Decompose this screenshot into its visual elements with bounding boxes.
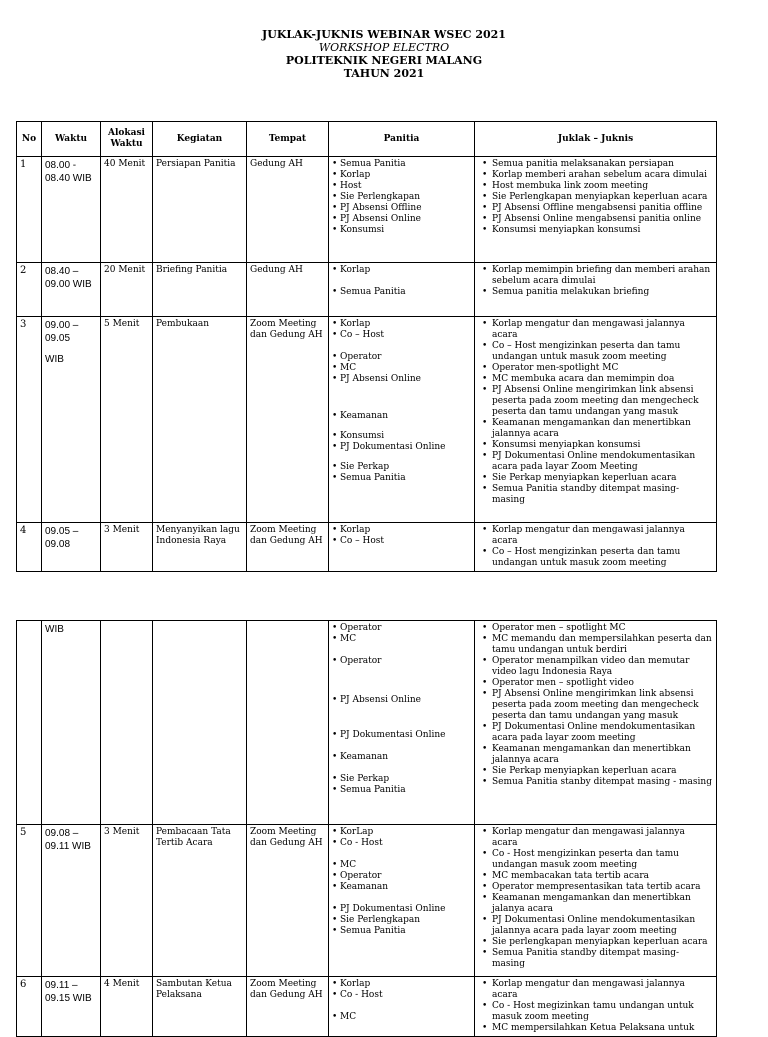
table-row [17,523,717,572]
row-kegiatan: Sambutan Ketua Pelaksana [153,977,247,1037]
col-header-juklak: Juklak – Juknis [475,122,717,157]
juklak-item: • Co – Host mengizinkan peserta dan tamu undangan untuk masuk zoom meeting [478,547,713,569]
row-alokasi: 3 Menit [101,523,153,572]
juklak-item: • Sie Perkap menyiapkan keperluan acara [478,473,713,484]
row-alokasi [101,621,153,825]
panitia-item: • Semua Panitia [332,287,471,298]
juklak-item: • Semua panitia melakukan briefing [478,287,713,298]
table-row [17,157,717,263]
panitia-item: • MC [332,634,471,645]
panitia-item: • Korlap [332,265,471,276]
row-waktu: WIB [42,621,101,825]
juklak-item: • PJ Dokumentasi Online mendokumentasikan acara pada layar zoom meeting [478,722,713,744]
panitia-item: • MC [332,363,471,374]
panitia-item: • Semua Panitia [332,926,471,937]
row-kegiatan: Pembukaan [153,317,247,523]
juklak-item: • Sie Perlengkapan menyiapkan keperluan acara [478,192,713,203]
juklak-item: • Korlap mengatur dan mengawasi jalannya acara [478,319,713,341]
juklak-item: • MC mempersilahkan Ketua Pelaksana untuk [478,1023,713,1034]
juklak-item: • Host membuka link zoom meeting [478,181,713,192]
juklak-item: • PJ Absensi Online mengirimkan link absensi peserta pada zoom meeting dan mengecheck peserta dan tamu undangan yang masuk [478,385,713,418]
col-header-waktu: Waktu [42,122,101,157]
panitia-item: • MC [332,860,471,871]
panitia-item: • Sie Perkap [332,462,471,473]
juklak-item: • Keamanan mengamankan dan menertibkan jalannya acara [478,744,713,766]
document-year: TAHUN 2021 [343,67,425,80]
row-waktu: 08.40 – 09.00 WIB [42,263,101,317]
table-row [17,621,717,825]
document-subtitle: WORKSHOP ELECTRO [318,41,450,54]
panitia-item: • PJ Dokumentasi Online [332,442,471,453]
panitia-item: • Co – Host [332,536,471,547]
juklak-item: • Konsumsi menyiapkan konsumsi [478,440,713,451]
row-tempat [247,621,329,825]
row-panitia [329,825,475,977]
panitia-item: • Korlap [332,979,471,990]
juklak-item: • Semua Panitia stanby ditempat masing - masing [478,777,713,788]
col-header-tempat: Tempat [247,122,329,157]
panitia-item: • Semua Panitia [332,159,471,170]
juklak-item: • Operator men – spotlight MC [478,623,713,634]
panitia-item: • Keamanan [332,411,471,422]
panitia-item: • PJ Dokumentasi Online [332,730,471,741]
juklak-item: • PJ Absensi Online mengirimkan link absensi peserta pada zoom meeting dan mengecheck peserta dan tamu undangan yang masuk [478,689,713,722]
panitia-item: • Co – Host [332,330,471,341]
table-row [17,317,717,523]
document-header [0,28,768,80]
row-panitia [329,317,475,523]
row-tempat: Zoom Meeting dan Gedung AH [247,825,329,977]
panitia-item: • PJ Absensi Online [332,695,471,706]
juklak-item: • MC memandu dan mempersilahkan peserta dan tamu undangan untuk berdiri [478,634,713,656]
panitia-item: • Korlap [332,170,471,181]
panitia-item: • Korlap [332,319,471,330]
panitia-item: • Sie Perkap [332,774,471,785]
panitia-item: • Konsumsi [332,225,471,236]
waktu-range: 09.00 – 09.05 [45,320,79,344]
col-header-kegiatan: Kegiatan [153,122,247,157]
waktu-zone: WIB [45,354,64,365]
juklak-item: • Korlap mengatur dan mengawasi jalannya acara [478,525,713,547]
panitia-item: • PJ Dokumentasi Online [332,904,471,915]
row-panitia [329,523,475,572]
row-juklak [475,263,717,317]
panitia-item: • Sie Perlengkapan [332,915,471,926]
row-alokasi: 3 Menit [101,825,153,977]
juklak-item: • Semua panitia melaksanakan persiapan [478,159,713,170]
row-tempat: Zoom Meeting dan Gedung AH [247,523,329,572]
row-panitia [329,157,475,263]
row-juklak [475,825,717,977]
table-row [17,263,717,317]
row-juklak [475,621,717,825]
row-alokasi: 5 Menit [101,317,153,523]
juklak-item: • Korlap memberi arahan sebelum acara dimulai [478,170,713,181]
panitia-item: • MC [332,1012,471,1023]
panitia-item: • PJ Absensi Offline [332,203,471,214]
row-waktu: 09.05 – 09.08 [42,523,101,572]
panitia-item: • Sie Perlengkapan [332,192,471,203]
row-panitia [329,263,475,317]
juklak-item: • Operator menampilkan video dan memutar video lagu Indonesia Raya [478,656,713,678]
panitia-item: • Semua Panitia [332,473,471,484]
panitia-item: • KorLap [332,827,471,838]
panitia-item: • Operator [332,871,471,882]
row-alokasi: 4 Menit [101,977,153,1037]
juklak-item: • MC membacakan tata tertib acara [478,871,713,882]
row-no: 1 [17,157,42,263]
juklak-item: • Korlap mengatur dan mengawasi jalannya acara [478,827,713,849]
row-juklak [475,317,717,523]
panitia-item: • Keamanan [332,882,471,893]
row-juklak [475,523,717,572]
panitia-item: • Host [332,181,471,192]
schedule-table-page-1 [16,121,717,572]
row-waktu: 09.08 – 09.11 WIB [42,825,101,977]
juklak-item: • PJ Dokumentasi Online mendokumentasikan jalannya acara pada layar zoom meeting [478,915,713,937]
juklak-item: • Korlap mengatur dan mengawasi jalannya acara [478,979,713,1001]
table-row [17,977,717,1037]
juklak-item: • PJ Absensi Offline mengabsensi panitia offline [478,203,713,214]
panitia-item: • Korlap [332,525,471,536]
col-header-no: No [17,122,42,157]
panitia-item: • PJ Absensi Online [332,374,471,385]
col-header-panitia: Panitia [329,122,475,157]
juklak-item: • Operator men-spotlight MC [478,363,713,374]
juklak-item: • MC membuka acara dan memimpin doa [478,374,713,385]
col-header-alokasi: Alokasi Waktu [101,122,153,157]
panitia-item: • Keamanan [332,752,471,763]
row-juklak [475,977,717,1037]
row-tempat: Zoom Meeting dan Gedung AH [247,977,329,1037]
row-no [17,621,42,825]
juklak-item: • PJ Absensi Online mengabsensi panitia online [478,214,713,225]
row-waktu: 09.11 – 09.15 WIB [42,977,101,1037]
institution-name: POLITEKNIK NEGERI MALANG [285,54,483,67]
juklak-item: • Keamanan mengamankan dan menertibkan jalannya acara [478,418,713,440]
row-panitia [329,977,475,1037]
row-no: 6 [17,977,42,1037]
row-tempat: Gedung AH [247,157,329,263]
row-no: 3 [17,317,42,523]
panitia-item: • Operator [332,352,471,363]
document-title: JUKLAK-JUKNIS WEBINAR WSEC 2021 [262,28,506,41]
panitia-item: • Co - Host [332,990,471,1001]
row-juklak [475,157,717,263]
row-waktu [42,317,101,523]
table-header-row [17,122,717,157]
juklak-item: • Co - Host megizinkan tamu undangan untuk masuk zoom meeting [478,1001,713,1023]
panitia-item: • Co - Host [332,838,471,849]
row-panitia [329,621,475,825]
row-tempat: Zoom Meeting dan Gedung AH [247,317,329,523]
juklak-item: • Konsumsi menyiapkan konsumsi [478,225,713,236]
juklak-item: • Operator mempresentasikan tata tertib acara [478,882,713,893]
row-kegiatan: Briefing Panitia [153,263,247,317]
row-waktu: 08.00 - 08.40 WIB [42,157,101,263]
juklak-item: • Co - Host mengizinkan peserta dan tamu undangan masuk zoom meeting [478,849,713,871]
panitia-item: • Operator [332,623,471,634]
schedule-table-page-2 [16,620,717,1037]
row-kegiatan: Menyanyikan lagu Indonesia Raya [153,523,247,572]
row-no: 5 [17,825,42,977]
juklak-item: • Co – Host mengizinkan peserta dan tamu undangan untuk masuk zoom meeting [478,341,713,363]
row-kegiatan: Persiapan Panitia [153,157,247,263]
juklak-item: • Sie Perkap menyiapkan keperluan acara [478,766,713,777]
panitia-item: • PJ Absensi Online [332,214,471,225]
juklak-item: • Operator men – spotlight video [478,678,713,689]
juklak-item: • Keamanan mengamankan dan menertibkan jalanya acara [478,893,713,915]
panitia-item: • Operator [332,656,471,667]
row-kegiatan: Pembacaan Tata Tertib Acara [153,825,247,977]
juklak-item: • Semua Panitia standby ditempat masing- masing [478,948,713,970]
row-alokasi: 20 Menit [101,263,153,317]
panitia-item: • Konsumsi [332,431,471,442]
row-kegiatan [153,621,247,825]
table-row [17,825,717,977]
juklak-item: • Korlap memimpin briefing dan memberi arahan sebelum acara dimulai [478,265,713,287]
panitia-item: • Semua Panitia [332,785,471,796]
row-tempat: Gedung AH [247,263,329,317]
row-no: 4 [17,523,42,572]
juklak-item: • Semua Panitia standby ditempat masing- masing [478,484,713,506]
row-alokasi: 40 Menit [101,157,153,263]
juklak-item: • Sie perlengkapan menyiapkan keperluan acara [478,937,713,948]
juklak-item: • PJ Dokumentasi Online mendokumentasikan acara pada layar Zoom Meeting [478,451,713,473]
row-no: 2 [17,263,42,317]
